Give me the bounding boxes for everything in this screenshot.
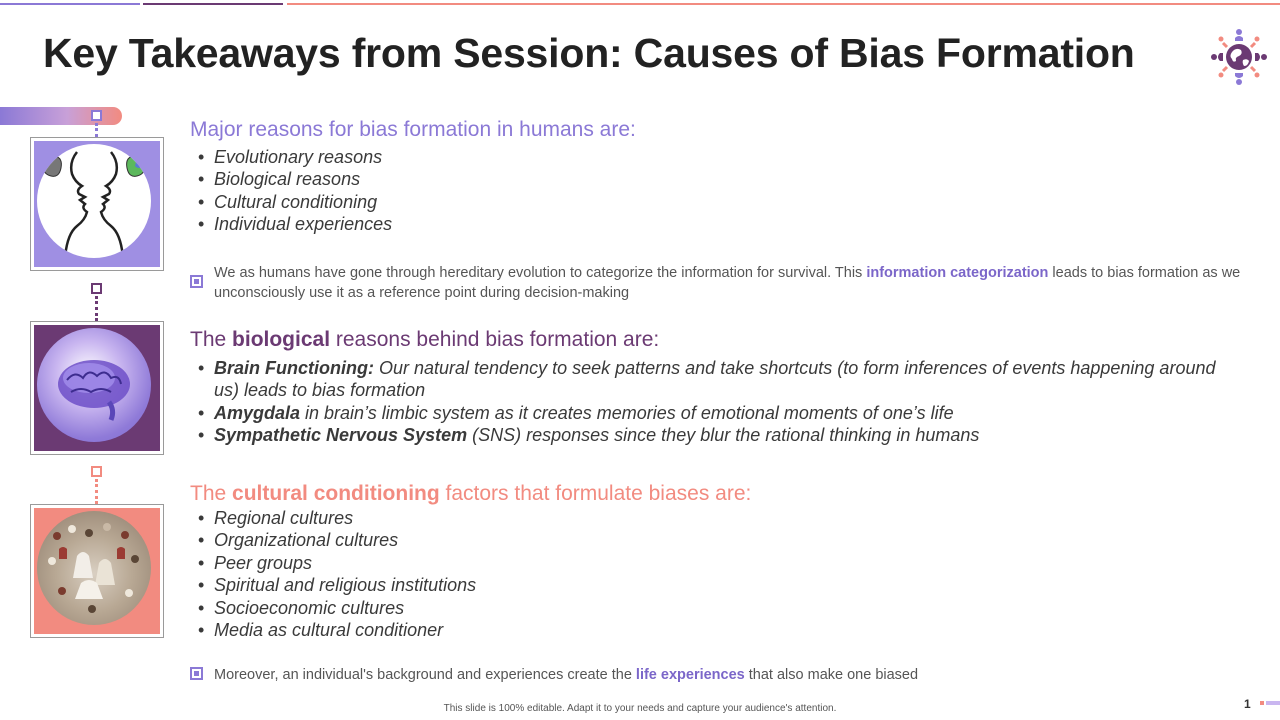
list-item: • Media as cultural conditioner bbox=[190, 619, 476, 641]
heading-text: factors that formulate biases are: bbox=[439, 482, 752, 505]
checkbox-icon bbox=[190, 275, 203, 288]
timeline-connector-2 bbox=[95, 296, 98, 321]
brain-image bbox=[37, 328, 151, 442]
item-text: in brain’s limbic system as it creates memories of emotional moments of one’s life bbox=[300, 402, 954, 423]
section1-list bbox=[190, 146, 392, 236]
note-text: We as humans have gone through hereditary evolution to categorize the information for survival. This bbox=[214, 265, 867, 281]
heading-text: The bbox=[190, 328, 233, 351]
crowd-image-frame bbox=[30, 504, 164, 638]
page-number-accent bbox=[1260, 701, 1264, 705]
note-highlight: information categorization bbox=[866, 265, 1049, 281]
top-accent-line-1 bbox=[0, 3, 140, 5]
brain-image-frame bbox=[30, 321, 164, 455]
section1-heading: Major reasons for bias formation in humans are: bbox=[190, 118, 636, 141]
item-text: (SNS) responses since they blur the rational thinking in humans bbox=[467, 425, 980, 446]
people-globe-icon bbox=[1208, 26, 1270, 88]
list-item bbox=[190, 402, 1220, 424]
timeline-node-3 bbox=[91, 466, 102, 477]
item-text: Our natural tendency to seek patterns and take shortcuts (to form inferences of events happening around us) leads to bias formation bbox=[214, 358, 1216, 401]
note-text: that also make one biased bbox=[744, 667, 919, 683]
slide-title: Key Takeaways from Session: Causes of Bias Formation bbox=[43, 30, 1135, 76]
list-item bbox=[190, 424, 1220, 446]
list-item: • Spiritual and religious institutions bbox=[190, 574, 476, 596]
timeline-node-2 bbox=[91, 283, 102, 294]
list-item: • Biological reasons bbox=[190, 168, 392, 190]
faces-image-frame bbox=[30, 137, 164, 271]
timeline-node-1 bbox=[91, 110, 102, 121]
list-item: • Evolutionary reasons bbox=[190, 146, 392, 168]
list-item: • Organizational cultures bbox=[190, 529, 476, 551]
list-item bbox=[190, 357, 1220, 402]
section2-list bbox=[190, 357, 1220, 447]
section3-list bbox=[190, 507, 476, 641]
timeline-connector-3 bbox=[95, 479, 98, 504]
top-accent-line-2 bbox=[143, 3, 283, 5]
list-item: • Cultural conditioning bbox=[190, 191, 392, 213]
cultural-crowd-image bbox=[37, 511, 151, 625]
page-number-accent bbox=[1266, 701, 1280, 705]
section3-heading bbox=[190, 482, 751, 506]
bottom-note bbox=[214, 666, 918, 686]
page-number: 1 bbox=[1244, 697, 1251, 711]
list-item: • Peer groups bbox=[190, 552, 476, 574]
gradient-bar bbox=[0, 107, 122, 125]
timeline-connector-1 bbox=[95, 123, 98, 137]
list-item: • Regional cultures bbox=[190, 507, 476, 529]
item-bold: Sympathetic Nervous System bbox=[214, 425, 468, 446]
note-text: Moreover, an individual's background and experiences create the bbox=[214, 667, 636, 683]
footer-text: This slide is 100% editable. Adapt it to your needs and capture your audience's attention. bbox=[443, 703, 837, 714]
list-item: • Socioeconomic cultures bbox=[190, 597, 476, 619]
checkbox-icon bbox=[190, 667, 203, 680]
section1-note bbox=[214, 264, 1244, 303]
top-accent-line-3 bbox=[287, 3, 1280, 5]
facing-profiles-image bbox=[37, 144, 151, 258]
heading-text: reasons behind bias formation are: bbox=[330, 328, 660, 351]
item-bold: Amygdala bbox=[214, 402, 301, 423]
heading-bold: biological bbox=[232, 328, 331, 351]
note-text: leads to bias formation as we unconsciously use it as a reference point during decision-making bbox=[214, 265, 1241, 301]
heading-bold: cultural conditioning bbox=[232, 482, 440, 505]
section2-heading bbox=[190, 328, 659, 352]
note-highlight: life experiences bbox=[635, 667, 745, 683]
list-item: • Individual experiences bbox=[190, 213, 392, 235]
item-bold: Brain Functioning: bbox=[214, 358, 374, 378]
heading-text: The bbox=[190, 482, 233, 505]
